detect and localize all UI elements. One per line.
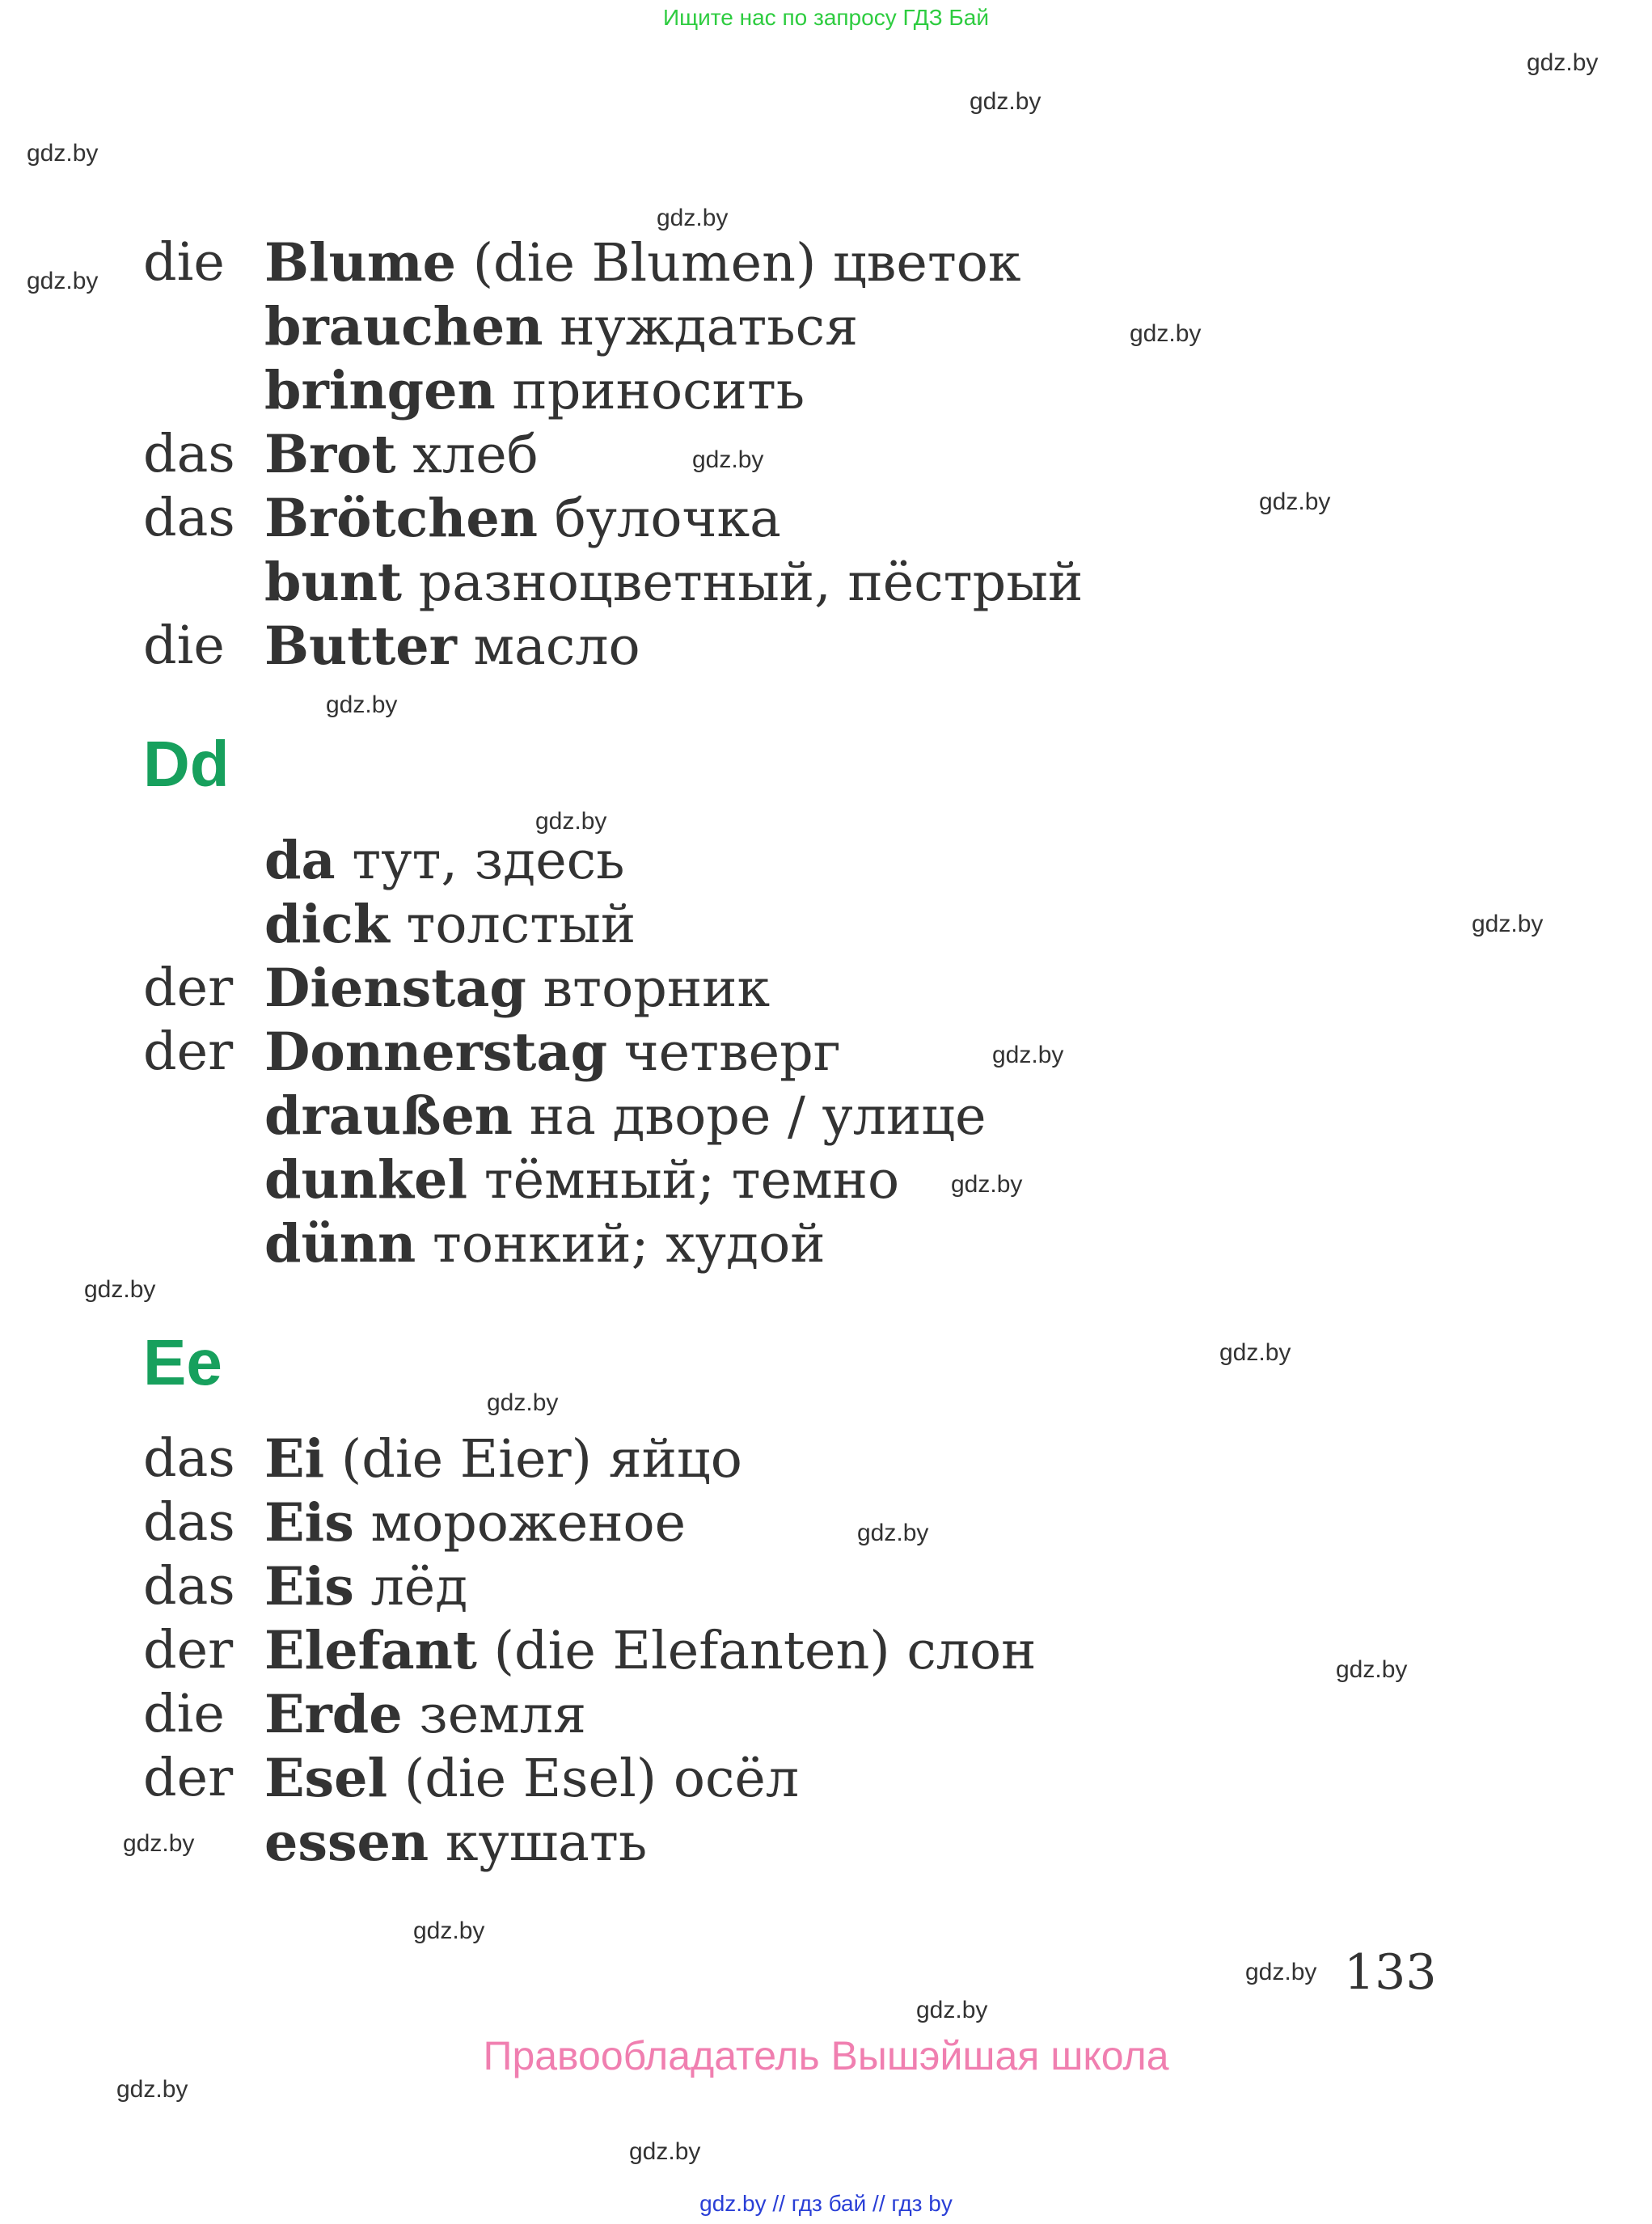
entry-translation: вторник (526, 958, 771, 1019)
search-banner: Ищите нас по запросу ГДЗ Бай (662, 5, 990, 30)
entry-text (264, 358, 805, 424)
entry-translation: булочка (538, 488, 781, 549)
entry-text (264, 828, 624, 894)
watermark: gdz.by (1336, 1656, 1408, 1683)
entry-text (264, 1746, 799, 1812)
entry-text (264, 230, 1021, 296)
entry-headword: Erde (264, 1684, 403, 1745)
watermark: gdz.by (629, 2138, 701, 2165)
entry-translation: на дворе / улице (513, 1086, 987, 1147)
entry-text (264, 1490, 686, 1556)
watermark: gdz.by (1130, 320, 1202, 347)
entry-text (264, 614, 640, 679)
entry-text (264, 1810, 647, 1875)
entry-headword: essen (264, 1812, 429, 1873)
entry-headword: Dienstag (264, 958, 526, 1019)
entry-translation: (die Eier) яйцо (324, 1429, 742, 1490)
watermark: gdz.by (535, 808, 607, 835)
watermark: gdz.by (1219, 1339, 1291, 1366)
entry-translation: нуждаться (543, 297, 859, 357)
entry-article: der (143, 1748, 234, 1808)
section-heading-d: Dd (143, 728, 230, 800)
entry-headword: da (264, 830, 336, 891)
watermark: gdz.by (970, 88, 1041, 115)
entry-translation: четверг (607, 1022, 841, 1083)
page-number: 133 (1344, 1944, 1437, 2001)
entry-translation: тут, здесь (335, 831, 625, 891)
entry-article: das (143, 488, 235, 548)
watermark: gdz.by (1245, 1959, 1317, 1985)
entry-text (264, 892, 636, 958)
watermark: gdz.by (123, 1830, 195, 1857)
entry-translation: тонкий; худой (416, 1214, 826, 1275)
watermark: gdz.by (692, 446, 764, 473)
entry-article: die (143, 232, 225, 293)
entry-headword: dunkel (264, 1149, 468, 1211)
watermark: gdz.by (326, 691, 398, 718)
entry-headword: dünn (264, 1213, 416, 1275)
entry-article: das (143, 1428, 235, 1489)
entry-translation: приносить (495, 361, 805, 421)
watermark: gdz.by (84, 1276, 156, 1303)
entry-article: der (143, 1021, 234, 1082)
entry-text (264, 1211, 826, 1277)
entry-headword: dick (264, 894, 390, 955)
entry-translation: толстый (389, 894, 636, 955)
entry-translation: кушать (429, 1812, 648, 1873)
entry-translation: (die Blumen) цветок (456, 233, 1021, 294)
entry-text (264, 956, 770, 1021)
watermark: gdz.by (992, 1042, 1064, 1068)
footer-links[interactable]: gdz.by // гдз бай // гдз by (699, 2191, 953, 2216)
entry-translation: тёмный; темно (467, 1150, 900, 1211)
watermark: gdz.by (1472, 911, 1544, 937)
entry-translation: (die Elefanten) слон (476, 1621, 1037, 1681)
entry-headword: Ei (264, 1428, 325, 1490)
entry-text (264, 422, 539, 488)
entry-headword: brauchen (264, 296, 543, 357)
watermark: gdz.by (413, 1917, 485, 1944)
watermark: gdz.by (27, 140, 99, 167)
entry-translation: мороженое (353, 1493, 687, 1554)
entry-article: das (143, 424, 235, 484)
entry-headword: bunt (264, 552, 402, 613)
entry-article: die (143, 1684, 225, 1744)
entry-translation: (die Esel) осёл (387, 1748, 800, 1809)
watermark: gdz.by (857, 1520, 929, 1546)
entry-headword: Elefant (264, 1620, 477, 1681)
watermark: gdz.by (916, 1997, 988, 2023)
entry-headword: Blume (264, 232, 457, 294)
entry-article: das (143, 1556, 235, 1617)
entry-headword: bringen (264, 360, 496, 421)
entry-text (264, 1618, 1037, 1684)
entry-headword: Eis (264, 1556, 354, 1617)
entry-translation: лёд (353, 1557, 468, 1617)
section-heading-e: Ee (143, 1326, 222, 1398)
entry-headword: Brot (264, 424, 396, 485)
entry-text (264, 1427, 742, 1492)
entry-text (264, 1554, 467, 1620)
watermark: gdz.by (487, 1389, 559, 1416)
entry-translation: хлеб (395, 425, 539, 485)
entry-article: die (143, 615, 225, 676)
entry-text (264, 486, 781, 552)
entry-text (264, 1020, 841, 1085)
entry-headword: Donnerstag (264, 1021, 608, 1083)
entry-headword: Eis (264, 1492, 354, 1554)
entry-translation: земля (402, 1685, 587, 1745)
watermark: gdz.by (951, 1171, 1023, 1198)
entry-article: der (143, 1620, 234, 1681)
entry-text (264, 1084, 987, 1149)
entry-article: der (143, 958, 234, 1018)
entry-headword: draußen (264, 1085, 513, 1147)
watermark: gdz.by (1259, 488, 1331, 515)
rights-holder: Правообладатель Вышэйшая школа (483, 2033, 1169, 2078)
watermark: gdz.by (657, 205, 729, 231)
entry-translation: масло (456, 616, 640, 677)
entry-headword: Brötchen (264, 488, 539, 549)
entry-text (264, 294, 858, 360)
entry-text (264, 1682, 586, 1748)
entry-headword: Esel (264, 1748, 388, 1809)
entry-headword: Butter (264, 615, 457, 677)
watermark: gdz.by (116, 2076, 188, 2103)
entry-translation: разноцветный, пёстрый (402, 552, 1084, 613)
watermark: gdz.by (1527, 49, 1599, 76)
entry-article: das (143, 1492, 235, 1553)
entry-text (264, 550, 1083, 615)
watermark: gdz.by (27, 268, 99, 294)
entry-text (264, 1148, 899, 1213)
